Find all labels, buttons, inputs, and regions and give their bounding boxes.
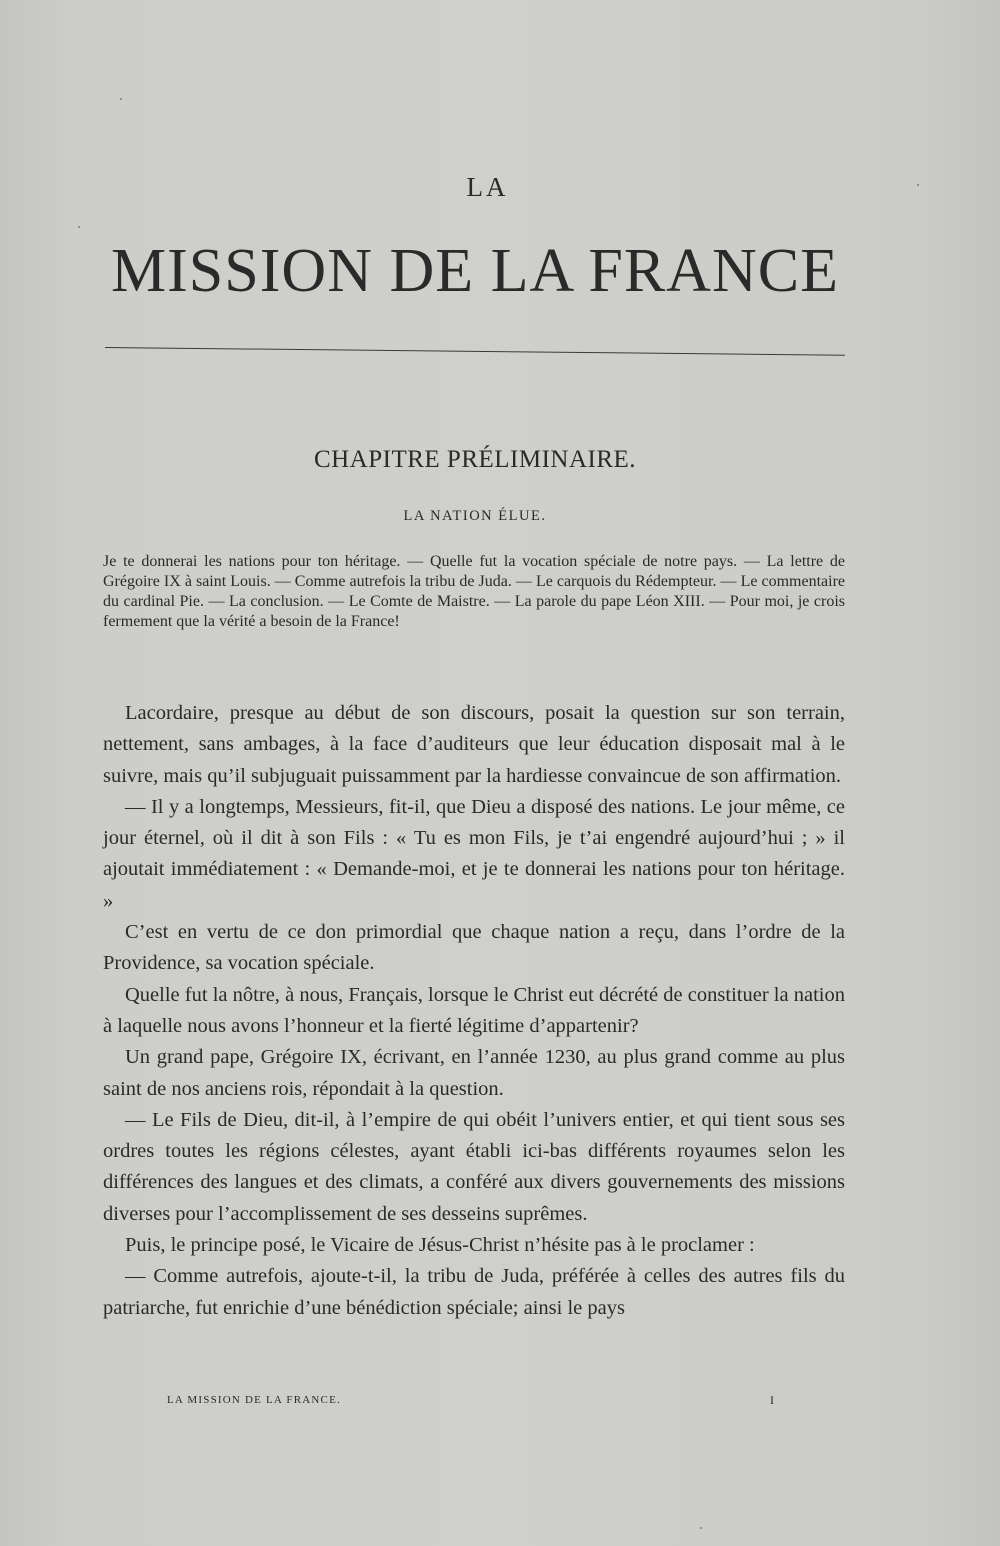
paragraph: — Comme autrefois, ajoute-t-il, la tribu de Juda, préférée à celles des autres fils du patriarche, fut enrichie d’une bénédiction spéciale; ainsi le pays xyxy=(103,1265,845,1319)
paragraph: Lacordaire, presque au début de son discours, posait la question sur son terrain, nettement, sans ambages, à la face d’auditeurs que leur éducation disposait mal à le suivre, mais qu’il subjuguait puissamment par la hardiesse convaincue de son affirmation. xyxy=(103,702,845,787)
paper-speck xyxy=(78,226,80,228)
paper-speck xyxy=(917,184,919,186)
paragraph: C’est en vertu de ce don primordial que chaque nation a reçu, dans l’ordre de la Providence, sa vocation spéciale. xyxy=(103,921,845,975)
paragraph: Quelle fut la nôtre, à nous, Français, lorsque le Christ eut décrété de constituer la nation à laquelle nous avons l’honneur et la fierté légitime d’appartenir? xyxy=(103,983,845,1037)
chapter-title: CHAPITRE PRÉLIMINAIRE. xyxy=(313,446,637,473)
paper-speck xyxy=(700,1527,702,1529)
chapter-subtitle: LA NATION ÉLUE. xyxy=(403,508,547,524)
book-title: MISSION DE LA FRANCE xyxy=(111,237,839,305)
running-title: LA MISSION DE LA FRANCE. xyxy=(167,1394,341,1406)
paragraph: — Le Fils de Dieu, dit-il, à l’empire de qui obéit l’univers entier, et qui tient sous ses ordres toutes les régions célestes, ayant établi ici-bas différents royaumes selon les différences des langues et des climats, a conféré aux divers gouvernements des missions diverses pour l’accomplissement de ses desseins suprêmes. xyxy=(103,1108,845,1225)
paper-speck xyxy=(120,98,122,100)
paragraph: Un grand pape, Grégoire IX, écrivant, en l’année 1230, au plus grand comme au plus saint de nos anciens rois, répondait à la question. xyxy=(103,1046,845,1100)
paragraph: — Il y a longtemps, Messieurs, fit-il, que Dieu a disposé des nations. Le jour même, ce jour éternel, où il dit à son Fils : « Tu es mon Fils, je t’ai engendré aujourd’hui ; » il ajoutait immédiatement : « Demande-moi, et je te donnerai les nations pour ton héritage. » xyxy=(103,795,845,912)
body-text xyxy=(103,698,845,1324)
paragraph: Puis, le principe posé, le Vicaire de Jésus-Christ n’hésite pas à le proclamer : xyxy=(125,1234,755,1257)
signature-mark: I xyxy=(770,1393,774,1407)
pre-title: LA xyxy=(466,172,509,202)
title-rule xyxy=(105,347,845,356)
chapter-summary: Je te donnerai les nations pour ton héritage. — Quelle fut la vocation spéciale de notre pays. — La lettre de Grégoire IX à saint Louis. — Comme autrefois la tribu de Juda. — Le carquois du Rédempteur. — Le commentaire du cardinal Pie. — La conclusion. — Le Comte de Maistre. — La parole du pape Léon XIII. — Pour moi, je crois fermement que la vérité a besoin de la France! xyxy=(103,553,845,630)
